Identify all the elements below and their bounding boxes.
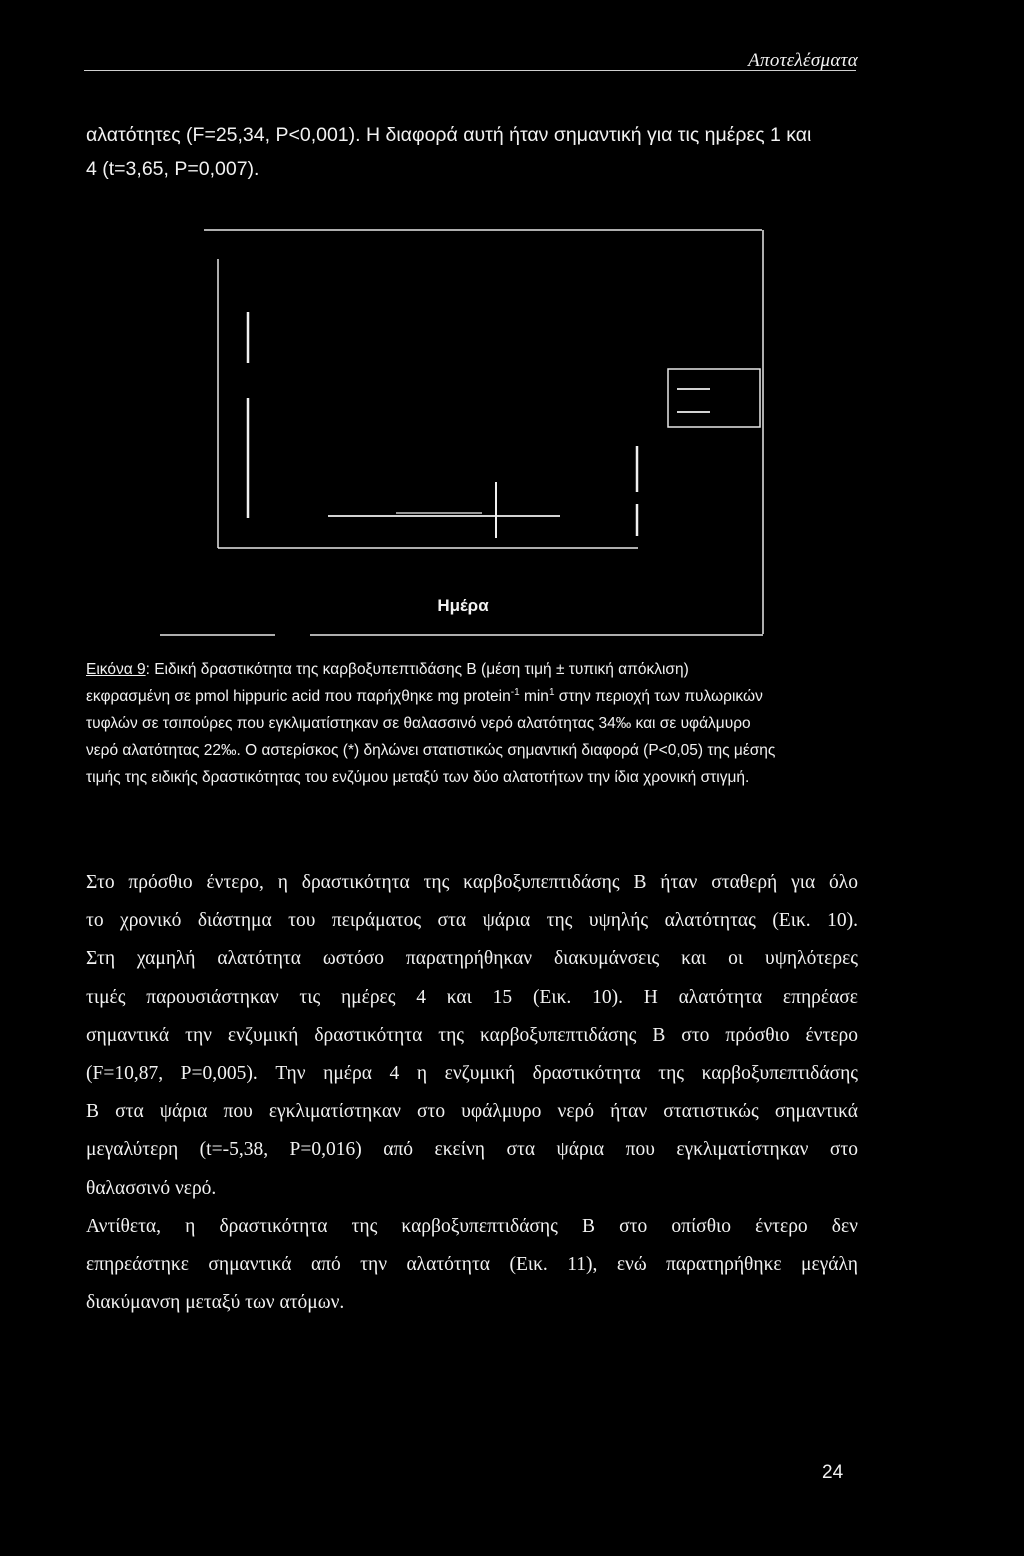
intro-line: αλατότητες (F=25,34, P<0,001). Η διαφορά αυτή ήταν σημαντική για τις ημέρες 1 και [86, 124, 812, 146]
caption-superscript: -1 [510, 687, 520, 698]
body-line: Στο πρόσθιο έντερο, η δραστικότητα της καρβοξυπεπτιδάσης Β ήταν σταθερή για όλο [86, 872, 858, 893]
body-line: επηρεάστηκε σημαντικά από την αλατότητα (Εικ. 11), ενώ παρατηρήθηκε μεγάλη [86, 1254, 858, 1276]
running-title: Αποτελέσματα [748, 50, 858, 71]
body-line: τιμές παρουσιάστηκαν τις ημέρες 4 και 15 (Εικ. 10). Η αλατότητα επηρέασε [86, 986, 858, 1008]
caption-line: τιμής της ειδικής δραστικότητας του ενζύμου μεταξύ των δύο αλατοτήτων την ίδια χρονική στιγμή. [86, 769, 750, 786]
figure-9 [160, 226, 766, 638]
figure-graphic [160, 226, 766, 638]
body-line: μεγαλύτερη (t=-5,38, P=0,016) από εκείνη στα ψάρια που εγκλιματίστηκαν στο [86, 1139, 858, 1161]
caption-lead: Εικόνα 9 [86, 661, 146, 678]
body-line: Β στα ψάρια που εγκλιματίστηκαν στο υφάλμυρο νερό ήταν στατιστικώς σημαντικά [86, 1101, 858, 1123]
intro-line: 4 (t=3,65, P=0,007). [86, 158, 260, 180]
legend-box [668, 369, 760, 427]
caption-text: εκφρασμένη σε pmol hippuric acid που παρήχθηκε mg protein [86, 688, 511, 705]
caption-superscript: 1 [548, 687, 555, 698]
body-line: (F=10,87, P=0,005). Την ημέρα 4 η ενζυμική δραστικότητα της καρβοξυπεπτιδάσης [86, 1063, 858, 1085]
x-axis-label: Ημέρα [437, 596, 489, 615]
page-number: 24 [822, 1462, 844, 1483]
intro-paragraph [86, 118, 856, 186]
caption-line [86, 656, 858, 683]
body-line: διακύμανση μεταξύ των ατόμων. [86, 1292, 345, 1314]
body-line: Στη χαμηλή αλατότητα ωστόσο παρατηρήθηκαν διακυμάνσεις και οι υψηλότερες [86, 948, 858, 970]
caption-text: min [519, 688, 549, 705]
caption-text: : Ειδική δραστικότητα της καρβοξυπεπτιδάσης Β (μέση τιμή ± τυπική απόκλιση) [145, 661, 689, 678]
caption-line: τυφλών σε τσιπούρες που εγκλιματίστηκαν σε θαλασσινό νερό αλατότητας 34‰ και σε υφάλμυρο [86, 715, 751, 732]
body-line: θαλασσινό νερό. [86, 1177, 217, 1199]
caption-line [86, 683, 858, 710]
header-rule [84, 70, 856, 71]
body-line: σημαντικά την ενζυμική δραστικότητα της καρβοξυπεπτιδάσης Β στο πρόσθιο έντερο [86, 1024, 858, 1046]
body-line: Αντίθετα, η δραστικότητα της καρβοξυπεπτιδάσης Β στο οπίσθιο έντερο δεν [86, 1215, 858, 1237]
figure-caption [86, 656, 858, 791]
caption-line: νερό αλατότητας 22‰. Ο αστερίσκος (*) δηλώνει στατιστικώς σημαντική διαφορά (P<0,05) της μέσης [86, 742, 776, 759]
caption-text: στην περιοχή των πυλωρικών [554, 688, 763, 705]
body-line: το χρονικό διάστημα του πειράματος στα ψάρια της υψηλής αλατότητας (Εικ. 10). [86, 910, 858, 932]
body-paragraphs [86, 864, 858, 1322]
